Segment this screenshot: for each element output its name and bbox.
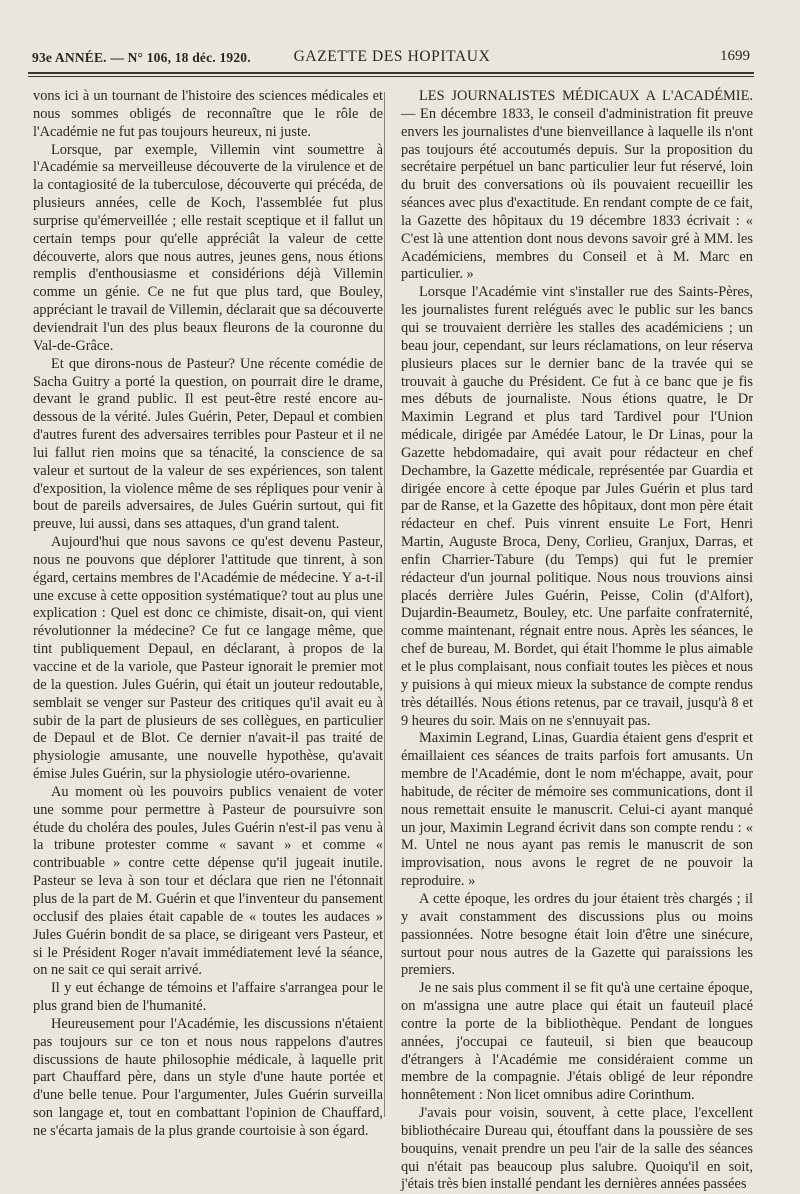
- paragraph: Au moment où les pouvoirs publics venaient de voter une somme pour permettre à Pasteur de poursuivre son étude du choléra des poules, Jules Guérin n'est-il pas venu à la tribune protester comme « savant » et comme « contribuable » contre cette dépense qu'il jugeait inutile. Pasteur se leva à son tour et déclara que rien ne l'étonnait plus de la part de M. Guérin et que l'inventeur du pansement occlusif des plaies était capable de « toutes les audaces » Jules Guérin bondit de sa place, se dirigeant vers Pasteur, et si le Président Roger n'avait immédiatement levé la séance, on ne sait ce qui serait arrivé.: [33, 783, 383, 979]
- journal-title: GAZETTE DES HOPITAUX: [293, 48, 491, 65]
- paragraph: Maximin Legrand, Linas, Guardia étaient gens d'esprit et émaillaient ces séances de traits parfois fort amusants. Un membre de l'Académie, dont le nom m'échappe, avait, pour habitude, de réciter de mémoire ses communications, dont il nous remettait ensuite le manuscrit. Celui-ci ayant manqué un jour, Maximin Legrand écrivit dans son compte rendu : « M. Untel ne nous ayant pas remis le manuscrit de son improvisation, nous avons le regret de ne pouvoir la reproduire. »: [401, 730, 753, 890]
- paragraph: A cette époque, les ordres du jour étaient très chargés ; il y avait constamment des discussions plus ou moins passionnées. Notre besogne était loin d'être une sinécure, surtout pour nous autres de la Gazette qui paraissions les premiers.: [401, 890, 753, 979]
- paragraph: Heureusement pour l'Académie, les discussions n'étaient pas toujours sur ce ton et nous nous rappelons d'autres discussions de haute philosophie médicale, à laquelle prit part Chauffard père, dans un style d'une haute portée et d'une belle tenue. Pour l'argumenter, Jules Guérin surveilla son langage et, tout en combattant l'opinion de Chauffard, ne s'écarta jamais de la plus grande courtoisie à son égard.: [33, 1015, 383, 1139]
- paragraph: Lorsque l'Académie vint s'installer rue des Saints-Pères, les journalistes furent relégués avec le public sur les bancs qui se trouvaient derrière les stalles des académiciens ; un beau jour, cependant, sur leurs réclamations, on leur réserva plusieurs places sur le dernier banc de la travée qui se trouvait à gauche du Président. Ce fut à ce banc que je fis mes débuts de journaliste. Nous étions quatre, le Dr Maximin Legrand et plus tard Tardivel pour l'Union médicale, dirigée par Amédée Latour, le Dr Linas, pour la Gazette hebdomadaire, qui avait pour rédacteur en chef Dechambre, la Gazette médicale, représentée par Guardia et dirigée encore à cette époque par Jules Guérin et plus tard par de Ranse, et la Gazette des hôpitaux, dont mon père était rédacteur en chef. Puis vinrent ensuite Le Fort, Henri Martin, Auguste Broca, Deny, Corlieu, Granjux, Darras, et enfin Charrier-Tabure (du Temps) qui fut le premier rédacteur d'un journal politique. Nous nous trouvions ainsi placés derrière Jules Guérin, Peisse, Colin (d'Alfort), Dujardin-Beaumetz, Bouley, etc. Une parfaite confraternité, comme maintenant, régnait entre nous. Après les séances, le chef de bureau, M. Bordet, qui était l'homme le plus aimable et le plus complaisant, nous confiait toutes les pièces et nous y puisions à qui mieux mieux la substance de compte rendus très détaillés. Nous étions retenus, par ce travail, jusqu'à 8 et 9 heures du soir. Mais on ne s'ennuyait pas.: [401, 284, 753, 729]
- right-column: [401, 88, 753, 1194]
- paragraph: Et que dirons-nous de Pasteur? Une récente comédie de Sacha Guitry a porté la question, on pourrait dire le drame, devant le grand public. Il est peut-être resté encore au-dessous de la vérité. Jules Guérin, Peter, Depaul et combien d'autres furent des adversaires terribles pour Pasteur et il ne lui fallut rien moins que sa ténacité, la conscience de sa valeur et surtout de la valeur de ses expériences, son talent d'exposition, la violence même de ses répliques pour venir à bout de pareils adversaires, de Jules Guérin surtout, qui fit preuve, lui aussi, dans ses attaques, d'un grand talent.: [33, 355, 383, 533]
- page-number: 1699: [720, 48, 750, 64]
- paragraph: J'avais pour voisin, souvent, à cette place, l'excellent bibliothécaire Dureau qui, étouffant dans la poussière de ses bouquins, venait prendre un peu l'air de la salle des séances qui n'était pas beaucoup plus salubre. Quoiqu'il en soit, j'étais très bien installé pendant les dernières années passées: [401, 1105, 753, 1193]
- paragraph: Aujourd'hui que nous savons ce qu'est devenu Pasteur, nous ne pouvons que déplorer l'attitude que tinrent, à son égard, certains membres de l'Académie de médecine. Y a-t-il une excuse à cette opposition systématique? tout au plus une explication : Quel est donc ce chimiste, disait-on, qui vient révolutionner la médecine? Ce fut ce langage même, que tint publiquement Depaul, en déclarant, à propos de la vaccine et de la variole, que Pasteur ignorait le premier mot de la question. Jules Guérin, qui était un jouteur redoutable, semblait se venger sur Pasteur des critiques qu'il avait eu à subir de la part de plusieurs de ses collègues, en particulier de Depaul et de Blot. Ce dernier n'avait-il pas traité de physiologie amusante, une nouvelle hypothèse, qu'avait émise Jules Guérin, sur la physiologie utéro-ovarienne.: [33, 534, 383, 783]
- page-header: [32, 46, 752, 72]
- paragraph: Lorsque, par exemple, Villemin vint soumettre à l'Académie sa merveilleuse découverte de la virulence et de la contagiosité de la tuberculose, découverte qui précéda, de plusieurs années, celle de Koch, l'assemblée fut plus surprise qu'émerveillée ; elle restait sceptique et il fallut un certain temps pour qu'elle appréciât la valeur de cette découverte, alors que nous autres, jeunes gens, nous étions remplis d'enthousiasme et considérions déjà Villemin comme un génie. Ce ne fut que plus tard, que Bouley, appréciant le travail de Villemin, déclarait que sa découverte deviendrait l'un des plus beaux fleurons de la couronne du Val-de-Grâce.: [33, 141, 383, 354]
- paragraph: vons ici à un tournant de l'histoire des sciences médicales et nous sommes obligés de reconnaître que le rôle de l'Académie ne fut pas toujours heureux, ni juste.: [33, 88, 383, 140]
- section-paragraph: LES JOURNALISTES MÉDICAUX A L'ACADÉMIE. — En décembre 1833, le conseil d'administration fit preuve envers les journalistes d'une bienveillance à laquelle ils n'ont pas toujours été accoutumés depuis. Sur la proposition du secrétaire perpétuel un banc particulier leur fut réservé, loin du bruit des conversations où ils pouvaient recueillir les séances avec plus d'exactitude. En rendant compte de ce fait, la Gazette des hôpitaux du 19 décembre 1833 écrivait : « C'est là une attention dont nous devons savoir gré à MM. les Académiciens, membres du Conseil et à M. Marc en particulier. »: [401, 88, 753, 283]
- column-divider: [384, 92, 385, 1117]
- issue-info: 93e ANNÉE. — N° 106, 18 déc. 1920.: [32, 50, 251, 65]
- header-rule-thick: [28, 72, 754, 74]
- paragraph: Je ne sais plus comment il se fit qu'à une certaine époque, on m'assigna une autre place qui était un fauteuil placé contre la porte de la bibliothèque. Pendant de longues années, j'occupai ce fauteuil, si bien que beaucoup d'étrangers à l'Académie me considéraient comme un membre de la compagnie. J'étais obligé de leur répondre honnêtement : Non licet omnibus adire Corinthum.: [401, 980, 753, 1104]
- header-rule-thin: [28, 76, 754, 77]
- paragraph: Il y eut échange de témoins et l'affaire s'arrangea pour le plus grand bien de l'humanité.: [33, 980, 383, 1015]
- left-column: [33, 88, 383, 1141]
